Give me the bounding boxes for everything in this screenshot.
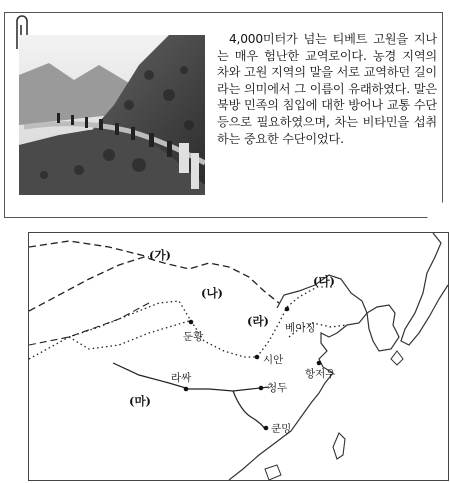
korean-peninsula <box>367 305 399 351</box>
city-label-kunming: 쿤밍 <box>271 423 292 435</box>
city-label-hangzhou: 항저우 <box>305 368 336 380</box>
card-corner-fold <box>427 202 443 218</box>
route-label-ga: (가) <box>149 248 171 262</box>
city-dot-kunming <box>264 426 269 431</box>
city-dot-xian <box>255 355 260 360</box>
route-ga-upper-line <box>29 241 149 257</box>
city-label-chengdu: 청두 <box>267 382 288 394</box>
city-label-dunhuang: 둔황 <box>183 331 204 343</box>
trade-route-map <box>28 232 449 481</box>
passage-card <box>4 12 443 218</box>
city-dot-dunhuang <box>189 320 194 325</box>
taiwan-island <box>333 433 345 459</box>
route-label-ra: (라) <box>247 314 269 328</box>
city-dot-lhasa <box>184 387 189 392</box>
route-ga-line <box>29 257 279 311</box>
route-label-na: (나) <box>201 286 223 300</box>
tea-horse-road-photo <box>19 35 205 195</box>
route-label-ma: (마) <box>129 394 151 408</box>
hainan-island <box>265 465 281 480</box>
route-label-da: (다) <box>313 274 335 288</box>
city-label-lhasa: 라싸 <box>171 372 192 384</box>
japan-islands <box>401 233 448 345</box>
city-dot-hangzhou <box>317 361 322 366</box>
city-label-beijing: 베이징 <box>285 322 316 334</box>
coastline <box>229 275 367 480</box>
passage-text: 4,000미터가 넘는 티베트 고원을 지나는 매우 험난한 교역로이다. 농경 지역의 차와 고원 지역의 말을 서로 교역하던 길이라는 의미에서 그 이름이 유래하였다. 말은 북방 민족의 침입에 대한 방어나 교통 수단 등으로 필요하였으며, 차는 비타민을 섭취하는 중요한 수단이었다. <box>217 32 437 146</box>
city-dot-chengdu <box>259 386 264 391</box>
city-dot-beijing <box>285 307 290 312</box>
city-label-xian: 시안 <box>263 354 284 366</box>
